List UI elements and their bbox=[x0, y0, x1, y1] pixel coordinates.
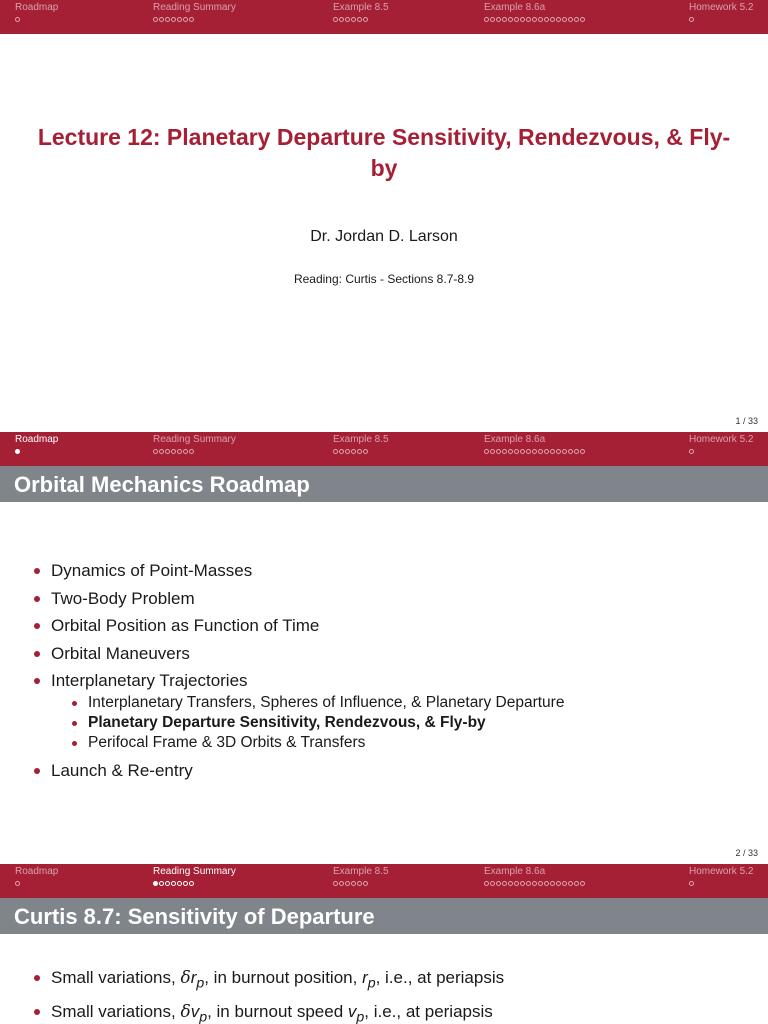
frame-title-bar bbox=[0, 898, 768, 934]
nav-dot[interactable] bbox=[538, 449, 543, 454]
nav-dot[interactable] bbox=[689, 449, 694, 454]
nav-dot[interactable] bbox=[159, 881, 164, 886]
nav-dot[interactable] bbox=[165, 17, 170, 22]
nav-dot[interactable] bbox=[508, 449, 513, 454]
nav-dot[interactable] bbox=[183, 881, 188, 886]
nav-dot[interactable] bbox=[339, 17, 344, 22]
nav-dot[interactable] bbox=[351, 17, 356, 22]
nav-dot[interactable] bbox=[357, 17, 362, 22]
nav-dot[interactable] bbox=[159, 17, 164, 22]
nav-dot[interactable] bbox=[568, 881, 573, 886]
nav-dot[interactable] bbox=[514, 17, 519, 22]
nav-dot[interactable] bbox=[526, 17, 531, 22]
nav-dot[interactable] bbox=[580, 881, 585, 886]
nav-dot[interactable] bbox=[556, 17, 561, 22]
sub-list bbox=[70, 693, 564, 754]
nav-dot[interactable] bbox=[520, 881, 525, 886]
nav-section-roadmap[interactable]: Roadmap bbox=[15, 434, 58, 456]
page-number: 2 / 33 bbox=[735, 848, 758, 858]
page-number: 1 / 33 bbox=[735, 416, 758, 426]
nav-dot[interactable] bbox=[345, 881, 350, 886]
list-item: Launch & Re-entry bbox=[33, 757, 564, 785]
nav-dot[interactable] bbox=[556, 449, 561, 454]
nav-dot[interactable] bbox=[153, 449, 158, 454]
nav-dot[interactable] bbox=[508, 881, 513, 886]
nav-dot[interactable] bbox=[165, 881, 170, 886]
list-item-label: Interplanetary Trajectories bbox=[51, 671, 248, 690]
nav-dot[interactable] bbox=[363, 449, 368, 454]
nav-dot[interactable] bbox=[580, 17, 585, 22]
nav-dot[interactable] bbox=[544, 449, 549, 454]
nav-dot[interactable] bbox=[357, 881, 362, 886]
nav-dot[interactable] bbox=[568, 449, 573, 454]
nav-dot[interactable] bbox=[689, 881, 694, 886]
nav-dot[interactable] bbox=[484, 17, 489, 22]
list-item: Orbital Position as Function of Time bbox=[33, 612, 564, 640]
nav-dot[interactable] bbox=[532, 17, 537, 22]
nav-dot[interactable] bbox=[177, 17, 182, 22]
nav-dot[interactable] bbox=[484, 449, 489, 454]
nav-section-example-8-6a[interactable]: Example 8.6a bbox=[484, 2, 586, 24]
nav-dot[interactable] bbox=[568, 17, 573, 22]
list-item: Small variations, $\delta v_p$, in burnout speed $v_p$, i.e., at periapsis bbox=[33, 998, 504, 1024]
list-item: Orbital Maneuvers bbox=[33, 640, 564, 668]
nav-section-example-8-5[interactable]: Example 8.5 bbox=[333, 2, 389, 24]
roadmap-list bbox=[33, 557, 564, 785]
nav-dot[interactable] bbox=[345, 449, 350, 454]
slide-title-page bbox=[0, 0, 768, 432]
nav-dot[interactable] bbox=[514, 881, 519, 886]
nav-dot[interactable] bbox=[550, 17, 555, 22]
sub-list-item: Perifocal Frame & 3D Orbits & Transfers bbox=[70, 733, 564, 753]
nav-dot[interactable] bbox=[484, 881, 489, 886]
nav-dot[interactable] bbox=[357, 449, 362, 454]
nav-dot[interactable] bbox=[153, 881, 158, 886]
nav-dot[interactable] bbox=[496, 17, 501, 22]
nav-section-reading-summary[interactable]: Reading Summary bbox=[153, 434, 236, 456]
nav-dot[interactable] bbox=[496, 881, 501, 886]
nav-dot[interactable] bbox=[490, 881, 495, 886]
nav-dot[interactable] bbox=[171, 881, 176, 886]
nav-dot[interactable] bbox=[532, 449, 537, 454]
frame-title-bar bbox=[0, 466, 768, 502]
list-item: Dynamics of Point-Masses bbox=[33, 557, 564, 585]
author-name: Dr. Jordan D. Larson bbox=[310, 228, 458, 245]
list-item bbox=[33, 667, 564, 753]
list-item: Two-Body Problem bbox=[33, 585, 564, 613]
nav-dot[interactable] bbox=[351, 881, 356, 886]
nav-dot[interactable] bbox=[562, 17, 567, 22]
nav-dot[interactable] bbox=[514, 449, 519, 454]
section-navbar bbox=[0, 0, 768, 34]
list-item: Small variations, $\delta r_p$, in burnout position, $r_p$, i.e., at periapsis bbox=[33, 964, 504, 998]
nav-dot[interactable] bbox=[189, 881, 194, 886]
nav-dot[interactable] bbox=[496, 449, 501, 454]
nav-dot[interactable] bbox=[339, 449, 344, 454]
reading-assignment: Reading: Curtis - Sections 8.7-8.9 bbox=[293, 272, 475, 286]
nav-section-reading-summary[interactable]: Reading Summary bbox=[153, 2, 236, 24]
nav-dot[interactable] bbox=[490, 449, 495, 454]
nav-dot[interactable] bbox=[189, 449, 194, 454]
nav-dot[interactable] bbox=[177, 881, 182, 886]
nav-dot[interactable] bbox=[189, 17, 194, 22]
sub-list-item-current: Planetary Departure Sensitivity, Rendezvous, & Fly-by bbox=[70, 713, 564, 733]
nav-dot[interactable] bbox=[526, 881, 531, 886]
nav-dot[interactable] bbox=[177, 449, 182, 454]
nav-dot[interactable] bbox=[520, 17, 525, 22]
nav-dot[interactable] bbox=[508, 17, 513, 22]
nav-dot[interactable] bbox=[171, 449, 176, 454]
nav-section-example-8-5[interactable]: Example 8.5 bbox=[333, 434, 389, 456]
nav-dot[interactable] bbox=[159, 449, 164, 454]
nav-dot[interactable] bbox=[556, 881, 561, 886]
slide-sensitivity-of-departure bbox=[0, 864, 768, 1024]
nav-dot[interactable] bbox=[183, 449, 188, 454]
sensitivity-list bbox=[33, 964, 504, 1024]
nav-dot[interactable] bbox=[339, 881, 344, 886]
nav-dot[interactable] bbox=[15, 881, 20, 886]
nav-dot[interactable] bbox=[574, 17, 579, 22]
nav-section-homework-5-2[interactable]: Homework 5.2 bbox=[689, 866, 753, 888]
nav-dot[interactable] bbox=[538, 881, 543, 886]
frame-title: Curtis 8.7: Sensitivity of Departure bbox=[14, 904, 375, 929]
nav-dot[interactable] bbox=[333, 449, 338, 454]
nav-dot[interactable] bbox=[544, 881, 549, 886]
nav-dot[interactable] bbox=[351, 449, 356, 454]
nav-dot[interactable] bbox=[526, 449, 531, 454]
section-navbar bbox=[0, 432, 768, 466]
nav-dot[interactable] bbox=[171, 17, 176, 22]
nav-section-example-8-6a[interactable]: Example 8.6a bbox=[484, 866, 586, 888]
section-navbar bbox=[0, 864, 768, 898]
nav-section-roadmap[interactable]: Roadmap bbox=[15, 866, 58, 888]
nav-dot[interactable] bbox=[15, 17, 20, 22]
nav-dot[interactable] bbox=[183, 17, 188, 22]
nav-section-homework-5-2[interactable]: Homework 5.2 bbox=[689, 434, 753, 456]
sub-list-item: Interplanetary Transfers, Spheres of Influence, & Planetary Departure bbox=[70, 693, 564, 713]
nav-dot[interactable] bbox=[574, 449, 579, 454]
nav-dot[interactable] bbox=[520, 449, 525, 454]
nav-dot[interactable] bbox=[689, 17, 694, 22]
nav-dot[interactable] bbox=[165, 449, 170, 454]
nav-dot[interactable] bbox=[532, 881, 537, 886]
nav-section-homework-5-2[interactable]: Homework 5.2 bbox=[689, 2, 753, 24]
nav-dot[interactable] bbox=[363, 881, 368, 886]
nav-dot[interactable] bbox=[580, 449, 585, 454]
nav-dot[interactable] bbox=[544, 17, 549, 22]
nav-dot[interactable] bbox=[363, 17, 368, 22]
nav-dot[interactable] bbox=[490, 17, 495, 22]
nav-dot[interactable] bbox=[15, 449, 20, 454]
nav-dot[interactable] bbox=[333, 17, 338, 22]
nav-dot[interactable] bbox=[574, 881, 579, 886]
nav-dot[interactable] bbox=[345, 17, 350, 22]
nav-section-reading-summary[interactable]: Reading Summary bbox=[153, 866, 236, 888]
nav-dot[interactable] bbox=[538, 17, 543, 22]
nav-dot[interactable] bbox=[502, 17, 507, 22]
nav-dot[interactable] bbox=[562, 881, 567, 886]
nav-dot[interactable] bbox=[502, 449, 507, 454]
nav-dot[interactable] bbox=[550, 449, 555, 454]
nav-dot[interactable] bbox=[550, 881, 555, 886]
nav-section-example-8-6a[interactable]: Example 8.6a bbox=[484, 434, 586, 456]
nav-section-example-8-5[interactable]: Example 8.5 bbox=[333, 866, 389, 888]
nav-dot[interactable] bbox=[502, 881, 507, 886]
slide-roadmap bbox=[0, 432, 768, 864]
lecture-title: Lecture 12: Planetary Departure Sensitivity, Rendezvous, & Fly-by bbox=[37, 124, 731, 181]
nav-dot[interactable] bbox=[153, 17, 158, 22]
nav-dot[interactable] bbox=[562, 449, 567, 454]
frame-title: Orbital Mechanics Roadmap bbox=[14, 472, 310, 497]
nav-dot[interactable] bbox=[333, 881, 338, 886]
nav-section-roadmap[interactable]: Roadmap bbox=[15, 2, 58, 24]
